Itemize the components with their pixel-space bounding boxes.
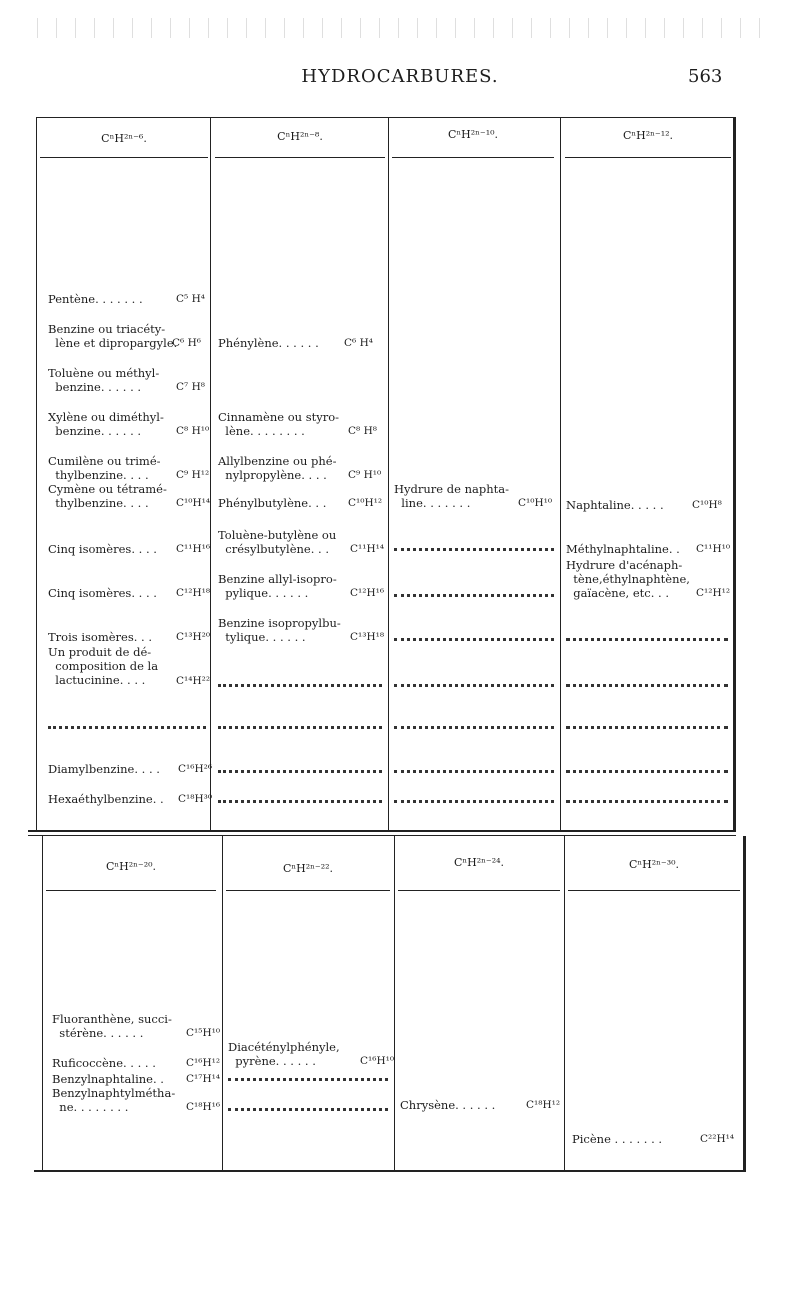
entry-formula: C¹⁶H¹⁰ bbox=[360, 1055, 395, 1067]
entry-formula: C¹⁸H¹⁶ bbox=[186, 1101, 221, 1113]
dotted-leader bbox=[566, 766, 728, 773]
column-header: CⁿH²ⁿ⁻²². bbox=[282, 862, 334, 875]
entry-name: Naphtaline. . . . . bbox=[566, 498, 664, 512]
entry-formula: C¹⁸H³⁰ bbox=[178, 793, 213, 805]
entry-name: Cumilène ou trimé- thylbenzine. . . . bbox=[48, 454, 161, 482]
entry-formula: C⁸ H¹⁰ bbox=[176, 425, 210, 437]
table-1-top-rule bbox=[36, 117, 736, 118]
dotted-leader bbox=[394, 722, 554, 729]
entry-formula: C¹⁴H²² bbox=[176, 675, 211, 687]
head-rule-4 bbox=[565, 157, 731, 158]
scan-specks bbox=[30, 18, 770, 38]
table-2-bottom-rule bbox=[34, 1170, 746, 1172]
entry-formula: C¹¹H¹⁰ bbox=[696, 543, 731, 555]
separator-rule-bottom bbox=[28, 835, 736, 836]
head-rule-4 bbox=[568, 890, 740, 891]
entry-name: Méthylnaphtaline. . bbox=[566, 542, 680, 556]
table-2-col-rule-2 bbox=[394, 836, 395, 1170]
entry-name: Hydrure de naphta- line. . . . . . . bbox=[394, 482, 509, 510]
page-title: HYDROCARBURES. bbox=[301, 66, 499, 87]
entry-formula: C¹⁷H¹⁴ bbox=[186, 1073, 221, 1085]
entry-name: Benzylnaphtylmétha- ne. . . . . . . . bbox=[52, 1086, 176, 1114]
entry-name: Phénylène. . . . . . bbox=[218, 336, 319, 350]
entry-name: Pentène. . . . . . . bbox=[48, 292, 143, 306]
entry-name: Ruficoccène. . . . . bbox=[52, 1056, 156, 1070]
dotted-leader bbox=[228, 1104, 388, 1111]
entry-name: Toluène ou méthyl- benzine. . . . . . bbox=[48, 366, 160, 394]
entry-formula: C¹⁸H¹² bbox=[526, 1099, 561, 1111]
entry-formula: C¹⁶H¹² bbox=[186, 1057, 221, 1069]
table-1-col-rule-2 bbox=[388, 117, 389, 830]
entry-formula: C¹²H¹² bbox=[696, 587, 731, 599]
head-rule-1 bbox=[40, 157, 208, 158]
dotted-leader bbox=[394, 680, 554, 687]
dotted-leader bbox=[566, 796, 728, 803]
entry-formula: C¹⁰H¹⁴ bbox=[176, 497, 211, 509]
entry-name: Xylène ou diméthyl- benzine. . . . . . bbox=[48, 410, 164, 438]
dotted-leader bbox=[228, 1074, 388, 1081]
entry-name: Un produit de dé- composition de la lactucinine. . . . bbox=[48, 645, 159, 687]
table-1-right-rule bbox=[733, 117, 736, 830]
entry-name: Allylbenzine ou phé- nylpropylène. . . . bbox=[218, 454, 337, 482]
table-1-left-rule bbox=[36, 117, 37, 830]
table-2-col-rule-3 bbox=[564, 836, 565, 1170]
column-header: CⁿH²ⁿ⁻²⁰. bbox=[105, 860, 157, 873]
entry-name: Phénylbutylène. . . bbox=[218, 496, 327, 510]
entry-name: Hydrure d'acénaph- tène,éthylnaphtène, gaïacène, etc. . . bbox=[566, 558, 690, 600]
column-header: CⁿH²ⁿ⁻¹². bbox=[622, 129, 674, 142]
entry-formula: C¹⁰H⁸ bbox=[692, 499, 722, 511]
entry-name: Fluoranthène, succi- stérène. . . . . . bbox=[52, 1012, 172, 1040]
dotted-leader bbox=[394, 544, 554, 551]
entry-name: Toluène-butylène ou crésylbutylène. . . bbox=[218, 528, 337, 556]
column-header: CⁿH²ⁿ⁻¹⁰. bbox=[447, 128, 499, 141]
entry-name: Benzine allyl-isopro- pylique. . . . . . bbox=[218, 572, 337, 600]
dotted-leader bbox=[394, 634, 554, 641]
entry-formula: C¹²H¹⁸ bbox=[176, 587, 211, 599]
dotted-leader bbox=[566, 634, 728, 641]
separator-rule-top bbox=[28, 830, 736, 832]
entry-name: Diacéténylphényle, pyrène. . . . . . bbox=[228, 1040, 340, 1068]
table-1-col-rule-1 bbox=[210, 117, 211, 830]
dotted-leader bbox=[566, 722, 728, 729]
dotted-leader bbox=[394, 796, 554, 803]
entry-name: Chrysène. . . . . . bbox=[400, 1098, 496, 1112]
entry-name: Cinq isomères. . . . bbox=[48, 586, 157, 600]
dotted-leader bbox=[394, 766, 554, 773]
entry-formula: C¹³H¹⁸ bbox=[350, 631, 385, 643]
entry-name: Cinnamène ou styro- lène. . . . . . . . bbox=[218, 410, 340, 438]
dotted-leader bbox=[48, 722, 206, 729]
entry-name: Diamylbenzine. . . . bbox=[48, 762, 160, 776]
dotted-leader bbox=[218, 766, 382, 773]
head-rule-3 bbox=[398, 890, 560, 891]
entry-formula: C⁶ H⁴ bbox=[344, 337, 373, 349]
table-1-col-rule-3 bbox=[560, 117, 561, 830]
entry-name: Hexaéthylbenzine. . bbox=[48, 792, 164, 806]
dotted-leader bbox=[218, 722, 382, 729]
dotted-leader bbox=[394, 590, 554, 597]
entry-name: Picène . . . . . . . bbox=[572, 1132, 663, 1146]
entry-formula: C⁹ H¹² bbox=[176, 469, 210, 481]
entry-formula: C⁹ H¹⁰ bbox=[348, 469, 382, 481]
page-number: 563 bbox=[688, 66, 723, 87]
entry-formula: C¹⁵H¹⁰ bbox=[186, 1027, 221, 1039]
entry-formula: C¹¹H¹⁶ bbox=[176, 543, 211, 555]
entry-name: Benzine ou triacéty- lène et dipropargyle. bbox=[48, 322, 178, 350]
entry-formula: C⁸ H⁸ bbox=[348, 425, 377, 437]
entry-formula: C¹²H¹⁶ bbox=[350, 587, 385, 599]
head-rule-2 bbox=[226, 890, 390, 891]
head-rule-1 bbox=[46, 890, 216, 891]
dotted-leader bbox=[218, 796, 382, 803]
entry-name: Cymène ou tétramé- thylbenzine. . . . bbox=[48, 482, 167, 510]
entry-formula: C¹¹H¹⁴ bbox=[350, 543, 385, 555]
entry-formula: C¹⁶H²⁶ bbox=[178, 763, 213, 775]
head-rule-3 bbox=[392, 157, 554, 158]
entry-formula: C¹⁰H¹² bbox=[348, 497, 383, 509]
table-2-right-rule bbox=[743, 836, 746, 1170]
entry-formula: C¹³H²⁰ bbox=[176, 631, 211, 643]
entry-name: Benzine isopropylbu- tylique. . . . . . bbox=[218, 616, 341, 644]
entry-formula: C²²H¹⁴ bbox=[700, 1133, 735, 1145]
entry-formula: C⁷ H⁸ bbox=[176, 381, 205, 393]
column-header: CⁿH²ⁿ⁻⁶. bbox=[101, 132, 147, 145]
dotted-leader bbox=[218, 680, 382, 687]
entry-formula: C⁶ H⁶ bbox=[172, 337, 201, 349]
table-2-col-rule-1 bbox=[222, 836, 223, 1170]
dotted-leader bbox=[566, 680, 728, 687]
column-header: CⁿH²ⁿ⁻²⁴. bbox=[453, 856, 505, 869]
entry-name: Trois isomères. . . bbox=[48, 630, 153, 644]
head-rule-2 bbox=[215, 157, 385, 158]
entry-name: Cinq isomères. . . . bbox=[48, 542, 157, 556]
entry-name: Benzylnaphtaline. . bbox=[52, 1072, 164, 1086]
entry-formula: C¹⁰H¹⁰ bbox=[518, 497, 553, 509]
column-header: CⁿH²ⁿ⁻³⁰. bbox=[628, 858, 680, 871]
table-2-left-rule bbox=[42, 836, 43, 1170]
entry-formula: C⁵ H⁴ bbox=[176, 293, 205, 305]
column-header: CⁿH²ⁿ⁻⁸. bbox=[277, 130, 323, 143]
